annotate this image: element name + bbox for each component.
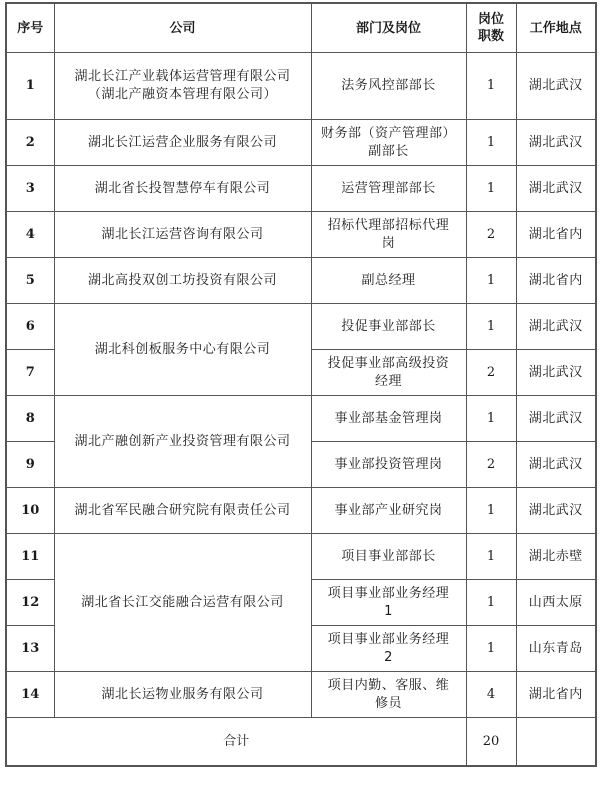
cell-dept: 投促事业部部长 — [311, 304, 466, 350]
cell-location: 湖北武汉 — [516, 488, 596, 534]
cell-no: 5 — [6, 258, 54, 304]
cell-company: 湖北科创板服务中心有限公司 — [54, 304, 311, 396]
cell-no: 9 — [6, 442, 54, 488]
cell-location: 湖北省内 — [516, 672, 596, 718]
table-row — [6, 534, 596, 580]
cell-company: 湖北省军民融合研究院有限责任公司 — [54, 488, 311, 534]
dept-line1: 招标代理部招标代理 — [327, 217, 450, 233]
cell-company: 湖北省长投智慧停车有限公司 — [54, 166, 311, 212]
header-company: 公司 — [54, 3, 311, 53]
dept-line1: 财务部（资产管理部） — [320, 125, 456, 141]
total-label: 合计 — [6, 718, 466, 767]
table-row — [6, 488, 596, 534]
header-count — [466, 3, 516, 53]
cell-count: 1 — [466, 304, 516, 350]
dept-line2: 岗 — [381, 235, 396, 251]
cell-location: 山东青岛 — [516, 626, 596, 672]
cell-no: 6 — [6, 304, 54, 350]
cell-count: 1 — [466, 534, 516, 580]
cell-no: 13 — [6, 626, 54, 672]
table-row — [6, 304, 596, 350]
cell-count: 2 — [466, 442, 516, 488]
cell-location: 湖北赤壁 — [516, 534, 596, 580]
cell-company: 湖北长江运营咨询有限公司 — [54, 212, 311, 258]
cell-no: 4 — [6, 212, 54, 258]
header-no: 序号 — [6, 3, 54, 53]
cell-dept — [311, 350, 466, 396]
cell-dept — [311, 626, 466, 672]
cell-count: 1 — [466, 626, 516, 672]
table-row — [6, 672, 596, 718]
cell-company: 湖北长江运营企业服务有限公司 — [54, 120, 311, 166]
cell-no: 11 — [6, 534, 54, 580]
header-count-line2: 职数 — [477, 29, 504, 44]
dept-line2: 经理 — [374, 373, 402, 389]
company-line1: 湖北长江产业载体运营管理有限公司 — [74, 69, 291, 84]
cell-count: 1 — [466, 580, 516, 626]
table-row — [6, 166, 596, 212]
total-row — [6, 718, 596, 767]
cell-no: 7 — [6, 350, 54, 396]
cell-no: 8 — [6, 396, 54, 442]
table-row — [6, 120, 596, 166]
cell-location: 山西太原 — [516, 580, 596, 626]
table-row — [6, 53, 596, 120]
header-count-line1: 岗位 — [477, 12, 504, 27]
cell-no: 1 — [6, 53, 54, 120]
cell-company: 湖北长运物业服务有限公司 — [54, 672, 311, 718]
cell-company: 湖北高投双创工坊投资有限公司 — [54, 258, 311, 304]
table-row — [6, 258, 596, 304]
dept-line1: 项目事业部业务经理 — [327, 585, 450, 601]
cell-count: 2 — [466, 212, 516, 258]
cell-dept — [311, 120, 466, 166]
cell-dept: 运营管理部部长 — [311, 166, 466, 212]
cell-dept — [311, 672, 466, 718]
cell-no: 3 — [6, 166, 54, 212]
dept-line2: 2 — [384, 649, 393, 665]
cell-no: 14 — [6, 672, 54, 718]
cell-count: 1 — [466, 258, 516, 304]
cell-count: 2 — [466, 350, 516, 396]
cell-count: 1 — [466, 396, 516, 442]
dept-line1: 项目内勤、客服、维 — [327, 677, 450, 693]
header-location: 工作地点 — [516, 3, 596, 53]
table-row — [6, 212, 596, 258]
cell-location: 湖北武汉 — [516, 304, 596, 350]
cell-count: 1 — [466, 120, 516, 166]
table-row — [6, 396, 596, 442]
company-line2: （湖北产融资本管理有限公司） — [87, 87, 277, 102]
cell-location: 湖北省内 — [516, 212, 596, 258]
cell-count: 1 — [466, 53, 516, 120]
cell-count: 4 — [466, 672, 516, 718]
cell-dept: 事业部基金管理岗 — [311, 396, 466, 442]
cell-dept: 副总经理 — [311, 258, 466, 304]
cell-location: 湖北省内 — [516, 258, 596, 304]
total-location — [516, 718, 596, 767]
cell-company — [54, 53, 311, 120]
cell-dept: 事业部投资管理岗 — [311, 442, 466, 488]
total-count: 20 — [466, 718, 516, 767]
cell-dept — [311, 580, 466, 626]
dept-line2: 1 — [384, 603, 393, 619]
dept-line1: 项目事业部业务经理 — [327, 631, 450, 647]
cell-location: 湖北武汉 — [516, 396, 596, 442]
dept-line2: 副部长 — [368, 143, 409, 159]
cell-location: 湖北武汉 — [516, 350, 596, 396]
dept-line2: 修员 — [374, 695, 402, 711]
cell-count: 1 — [466, 166, 516, 212]
cell-company: 湖北省长江交能融合运营有限公司 — [54, 534, 311, 672]
cell-company: 湖北产融创新产业投资管理有限公司 — [54, 396, 311, 488]
header-dept: 部门及岗位 — [311, 3, 466, 53]
cell-location: 湖北武汉 — [516, 442, 596, 488]
cell-location: 湖北武汉 — [516, 120, 596, 166]
cell-location: 湖北武汉 — [516, 53, 596, 120]
table-header-row — [6, 3, 596, 53]
cell-no: 10 — [6, 488, 54, 534]
job-openings-table — [5, 2, 597, 767]
cell-location: 湖北武汉 — [516, 166, 596, 212]
cell-dept: 项目事业部部长 — [311, 534, 466, 580]
cell-no: 2 — [6, 120, 54, 166]
cell-count: 1 — [466, 488, 516, 534]
cell-dept: 事业部产业研究岗 — [311, 488, 466, 534]
cell-dept: 法务风控部部长 — [311, 53, 466, 120]
cell-dept — [311, 212, 466, 258]
cell-no: 12 — [6, 580, 54, 626]
dept-line1: 投促事业部高级投资 — [327, 355, 450, 371]
